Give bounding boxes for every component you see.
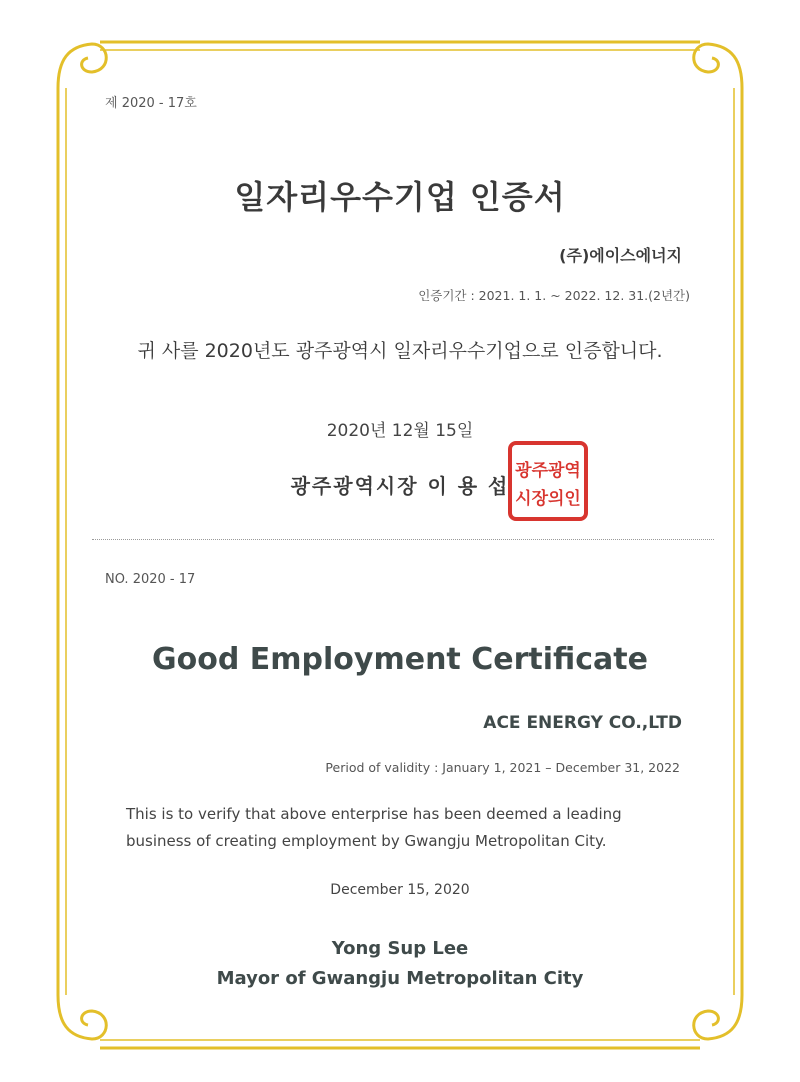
certificate-title-kr: 일자리우수기업 인증서	[234, 178, 566, 216]
section-divider	[92, 539, 714, 540]
company-name-en: ACE ENERGY CO.,LTD	[483, 713, 682, 733]
certification-statement-en: This is to verify that above enterprise has been deemed a leading business of creating employment by Gwangju Metropolitan City.	[126, 805, 622, 850]
mayor-title-en: Mayor of Gwangju Metropolitan City	[216, 968, 584, 989]
validity-period-en: Period of validity : January 1, 2021 – December 31, 2022	[325, 760, 680, 775]
mayor-signature-kr: 광주광역시장 이 용 섭	[290, 474, 510, 498]
certificate-title-en: Good Employment Certificate	[152, 642, 648, 677]
issue-date-kr: 2020년 12월 15일	[326, 421, 474, 441]
certificate-number-en: NO. 2020 - 17	[105, 572, 196, 587]
svg-text:광주광역: 광주광역	[515, 461, 581, 481]
official-seal-icon	[507, 440, 589, 522]
mayor-name-en: Yong Sup Lee	[331, 938, 469, 959]
certification-statement-kr: 귀 사를 2020년도 광주광역시 일자리우수기업으로 인증합니다.	[137, 340, 663, 362]
certificate-number-kr: 제 2020 - 17호	[105, 96, 197, 111]
company-name-kr: (주)에이스에너지	[559, 246, 682, 265]
validity-period-kr: 인증기간 : 2021. 1. 1. ~ 2022. 12. 31.(2년간)	[418, 288, 690, 303]
issue-date-en: December 15, 2020	[330, 882, 470, 898]
svg-text:시장의인: 시장의인	[515, 489, 581, 509]
